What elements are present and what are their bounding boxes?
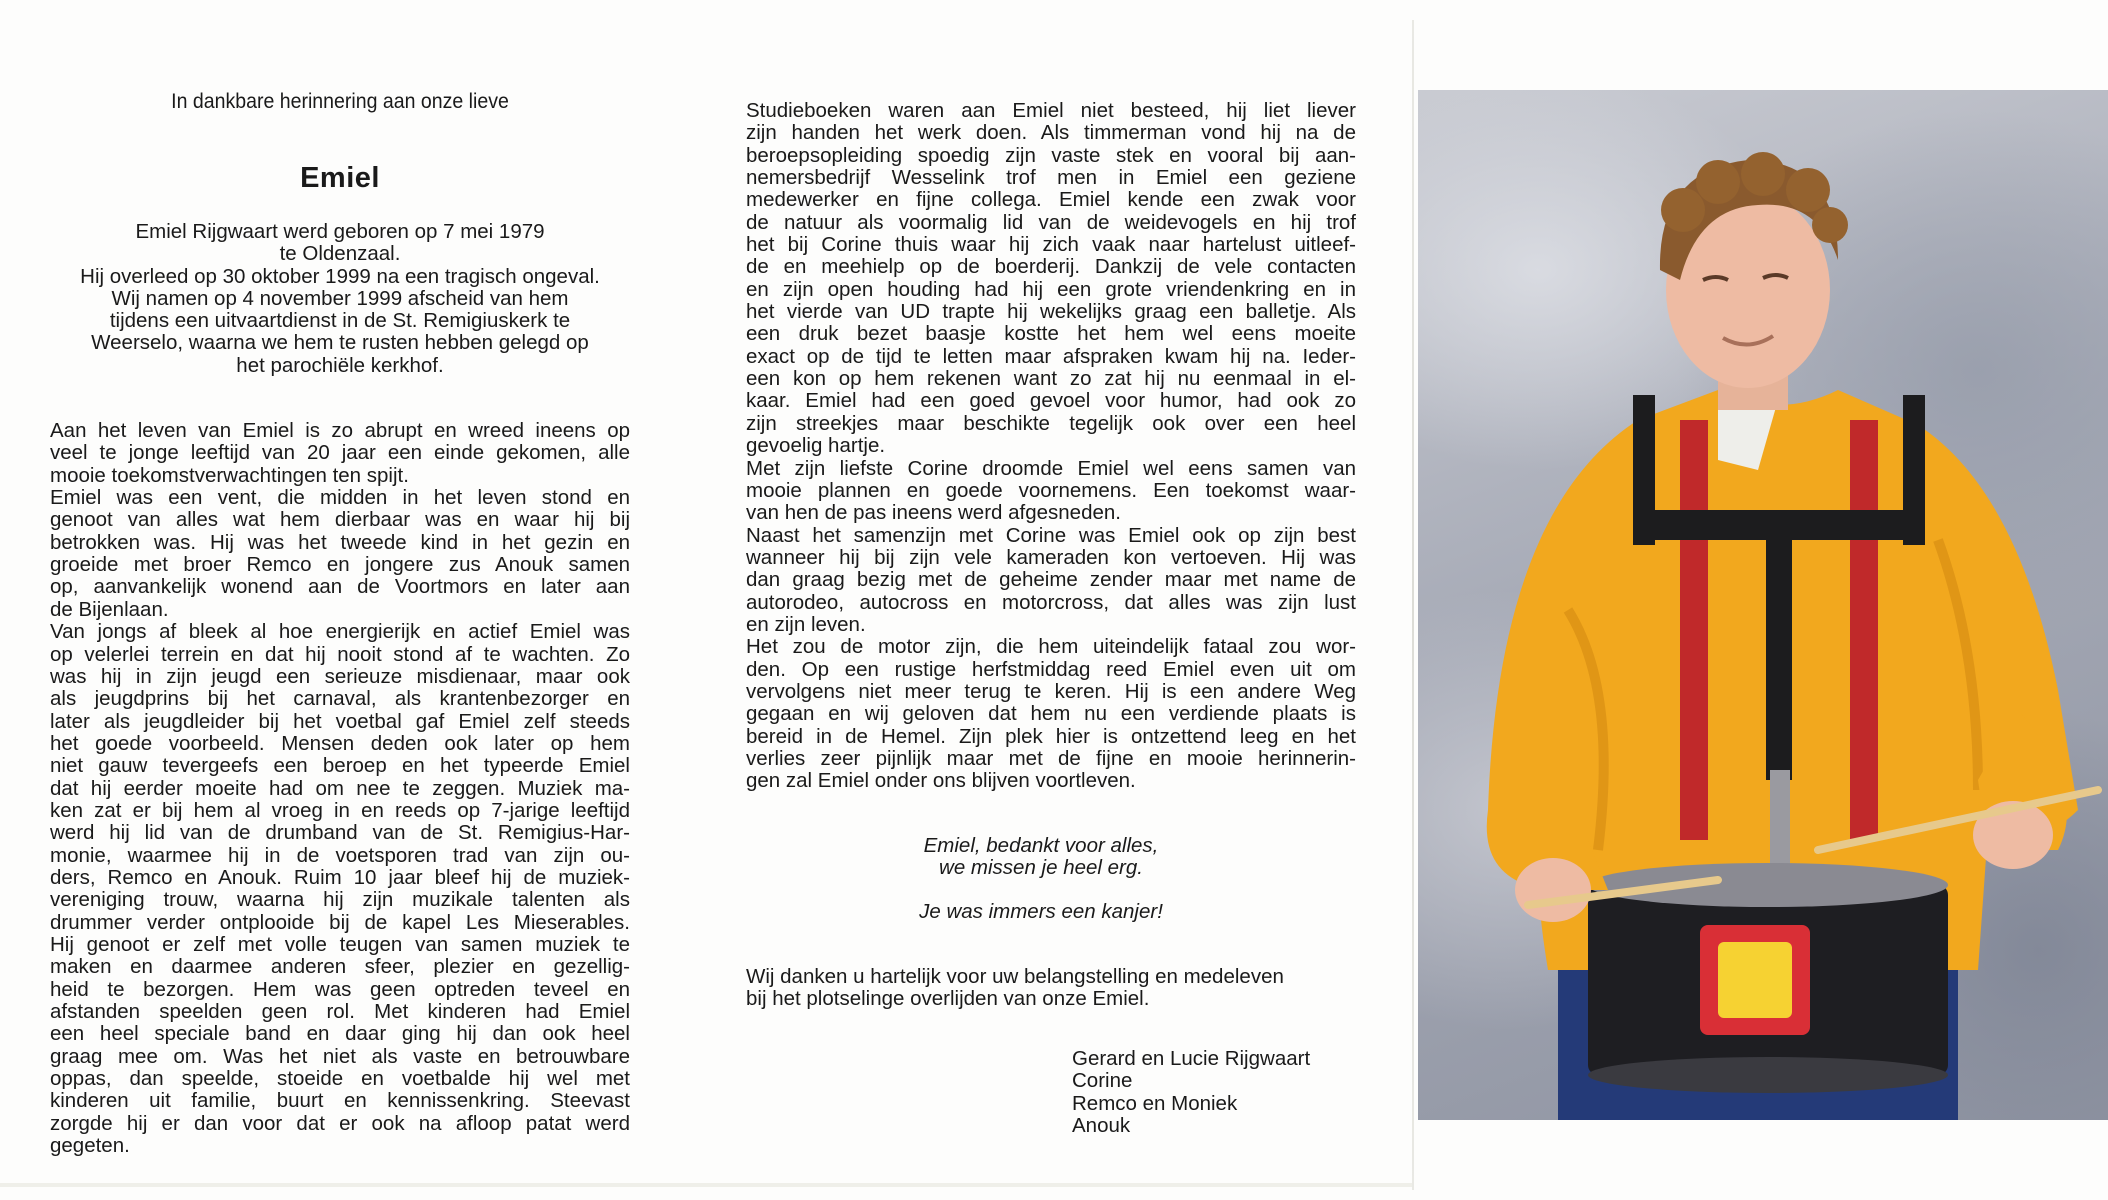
text-line: bereid in de Hemel. Zijn plek hier is ontzettend leeg en het <box>746 724 1356 748</box>
text-line: mooie toekomstverwachtingen ten spijt. <box>50 463 409 487</box>
fact-line: Hij overleed op 30 oktober 1999 na een tragisch ongeval. <box>80 264 600 288</box>
thanks-note <box>746 966 1356 1011</box>
thanks-line: Wij danken u hartelijk voor uw belangstelling en medeleven <box>746 964 1284 988</box>
intro-line: In dankbare herinnering aan onze lieve <box>171 90 509 113</box>
verse-line: Emiel, bedankt voor alles, <box>923 833 1159 857</box>
signer: Corine <box>1072 1069 1133 1093</box>
text-line: zorgde hij er dan voor dat er ook na afloop patat werd <box>50 1111 630 1135</box>
left-page <box>50 90 630 1157</box>
text-line: zijn handen het werk doen. Als timmerman vond hij na de <box>746 121 1356 145</box>
text-line: monie, waarmee hij in de voetsporen trad van zijn ou- <box>50 843 630 867</box>
drum-emblem-inner <box>1718 942 1792 1018</box>
text-line: zijn streekjes maar beschikte tegelijk ook over een heel <box>746 411 1356 435</box>
verse-line: Je was immers een kanjer! <box>919 900 1163 924</box>
fact-line: Weerselo, waarna we hem te rusten hebben gelegd op <box>91 331 589 355</box>
text-line: Het zou de motor zijn, die hem uiteindelijk fataal zou wor- <box>746 635 1356 659</box>
text-line: maken en daarmee anderen sfeer, plezier en gezellig- <box>50 955 630 979</box>
text-line: verlies zeer pijnlijk maar met de fijne en mooie herinnerin- <box>746 746 1356 770</box>
text-line: later als jeugdleider bij het voetbal gaf Emiel zelf steeds <box>50 709 630 733</box>
hair-curl <box>1661 188 1705 232</box>
text-line: een heel speciale band en daar ging hij dan ook heel <box>50 1022 630 1046</box>
signer: Anouk <box>1072 1114 1131 1138</box>
text-line: was hij in zijn jeugd een serieuze misdienaar, maar ook <box>50 664 630 688</box>
text-line: gegeten. <box>50 1134 130 1158</box>
text-line: een druk bezet baasje kostte het hem wel eens moeite <box>746 322 1356 346</box>
biography-left <box>50 420 630 1157</box>
portrait-photo <box>1418 90 2108 1120</box>
text-line: Studieboeken waren aan Emiel niet besteed, hij liet liever <box>746 99 1356 122</box>
drummer-illustration <box>1418 90 2108 1120</box>
text-line: den. Op een rustige herfstmiddag reed Emiel even uit om <box>746 657 1356 681</box>
text-line: veel te jonge leeftijd van 20 jaar een einde gekomen, alle <box>50 441 630 465</box>
text-line: wanneer hij bij zijn vele kameraden kon vertoeven. Hij was <box>746 545 1356 569</box>
text-line: de natuur als voormalig lid van de weidevogels en hij trof <box>746 210 1356 234</box>
harness-stem <box>1766 510 1792 780</box>
text-line: Hij genoot er zelf met volle teugen van samen muziek te <box>50 932 630 956</box>
text-line: kaar. Emiel had een goed gevoel voor humor, had ook zo <box>746 389 1356 413</box>
drum-rim-bottom <box>1588 1057 1948 1093</box>
fact-line: te Oldenzaal. <box>279 242 401 266</box>
text-line: Met zijn liefste Corine droomde Emiel wel eens samen van <box>746 456 1356 480</box>
verse-line: we missen je heel erg. <box>939 855 1143 879</box>
family-signatures <box>1072 1048 1356 1137</box>
text-line: Emiel was een vent, die midden in het leven stond en <box>50 486 630 510</box>
signer: Remco en Moniek <box>1072 1091 1238 1115</box>
middle-page <box>746 100 1356 1137</box>
text-line: graag mee om. Was het niet als vaste en betrouwbare <box>50 1044 630 1068</box>
text-line: en zijn leven. <box>746 612 866 636</box>
text-line: werd hij lid van de drumband van de St. Remigius-Har- <box>50 821 630 845</box>
red-strap <box>1850 420 1878 840</box>
text-line: Naast het samenzijn met Corine was Emiel ook op zijn best <box>746 523 1356 547</box>
text-line: autorodeo, autocross en motorcross, dat alles was zijn lust <box>746 590 1356 614</box>
text-line: Van jongs af bleek al hoe energierijk en actief Emiel was <box>50 620 630 644</box>
card-fold <box>1412 20 1414 1190</box>
text-line: betrokken was. Hij was het tweede kind in het gezin en <box>50 530 630 554</box>
text-line: ders, Remco en Anouk. Ruim 10 jaar bleef hij de muziek- <box>50 865 630 889</box>
text-line: groeide met broer Remco en jongere zus Anouk samen <box>50 553 630 577</box>
hair-curl <box>1786 168 1830 212</box>
text-line: niet gauw tevergeefs een beroep en het typeerde Emiel <box>50 754 630 778</box>
text-line: genoot van alles wat hem dierbaar was en waar hij bij <box>50 508 630 532</box>
drum-rim <box>1588 863 1948 907</box>
card-edge <box>0 1183 1412 1187</box>
text-line: vereniging trouw, waarna hij zijn muzikale talenten als <box>50 888 630 912</box>
text-line: mooie plannen en goede voornemens. Een toekomst waar- <box>746 478 1356 502</box>
text-line: vervolgens niet meer terug te keren. Hij is een andere Weg <box>746 679 1356 703</box>
text-line: de en meehielp op de boerderij. Dankzij de vele contacten <box>746 255 1356 279</box>
text-line: gevoelig hartje. <box>746 434 886 458</box>
fact-line: Wij namen op 4 november 1999 afscheid van hem <box>111 286 569 310</box>
fact-line: Emiel Rijgwaart werd geboren op 7 mei 1979 <box>135 220 545 243</box>
hair-curl <box>1741 152 1785 196</box>
text-line: afstanden speelden geen rol. Met kinderen had Emiel <box>50 1000 630 1024</box>
text-line: medewerker en fijne collega. Emiel kende een zwak voor <box>746 188 1356 212</box>
text-line: op, aanvankelijk wonend aan de Voortmors en later aan <box>50 575 630 599</box>
fact-line: het parochiële kerkhof. <box>236 353 444 377</box>
text-line: dan graag bezig met de geheime zender maar met name de <box>746 568 1356 592</box>
hair-curl <box>1812 207 1848 243</box>
text-line: de Bijenlaan. <box>50 597 169 621</box>
text-line: oppas, dan speelde, stoeide en voetbalde hij wel met <box>50 1067 630 1091</box>
text-line: op velerlei terrein en dat hij nooit stond af te wachten. Zo <box>50 642 630 666</box>
text-line: gen zal Emiel onder ons blijven voortleven. <box>746 769 1136 793</box>
fact-line: tijdens een uitvaartdienst in de St. Remigiuskerk te <box>109 309 571 333</box>
text-line: het bij Corine thuis waar hij zich vaak naar hartelust uitleef- <box>746 233 1356 257</box>
facts-block <box>50 221 630 377</box>
text-line: drummer verder ontplooide bij de kapel Les Mieserables. <box>50 910 630 934</box>
text-line: en zijn open houding had hij een grote vriendenkring en in <box>746 277 1356 301</box>
text-line: heid te bezorgen. Hem was geen optreden teveel en <box>50 977 630 1001</box>
text-line: beroepsopleiding spoedig zijn vaste stek en vooral bij aan- <box>746 143 1356 167</box>
text-line: kinderen uit familie, buurt en kennissenkring. Steevast <box>50 1089 630 1113</box>
text-line: gegaan en wij geloven dat hem nu een verdiende plaats is <box>746 702 1356 726</box>
deceased-name: Emiel <box>300 162 380 194</box>
text-line: nemersbedrijf Wesselink trof men in Emiel een geziene <box>746 166 1356 190</box>
text-line: het goede voorbeeld. Mensen deden ook later op hem <box>50 731 630 755</box>
closing-verse <box>746 835 1336 924</box>
text-line: het vierde van UD trapte hij wekelijks graag een balletje. Als <box>746 300 1356 324</box>
text-line: dat hij eerder moeite had om nee te zeggen. Muziek ma- <box>50 776 630 800</box>
red-strap <box>1680 420 1708 840</box>
biography-mid <box>746 100 1356 793</box>
text-line: ken zat er bij hem al vroeg in en reeds op 7-jarige leeftijd <box>50 798 630 822</box>
text-line: Aan het leven van Emiel is zo abrupt en wreed ineens op <box>50 419 630 443</box>
thanks-line: bij het plotselinge overlijden van onze Emiel. <box>746 986 1150 1010</box>
text-line: exact op de tijd te letten maar afspraken kwam hij na. Ieder- <box>746 344 1356 368</box>
text-line: van hen de pas ineens werd afgesneden. <box>746 501 1121 525</box>
text-line: als jeugdprins bij het carnaval, als krantenbezorger en <box>50 687 630 711</box>
text-line: een kon op hem rekenen want zo zat hij nu eenmaal in el- <box>746 367 1356 391</box>
signer: Gerard en Lucie Rijgwaart <box>1072 1047 1311 1071</box>
left-hand <box>1515 858 1591 922</box>
hair-curl <box>1696 160 1740 204</box>
